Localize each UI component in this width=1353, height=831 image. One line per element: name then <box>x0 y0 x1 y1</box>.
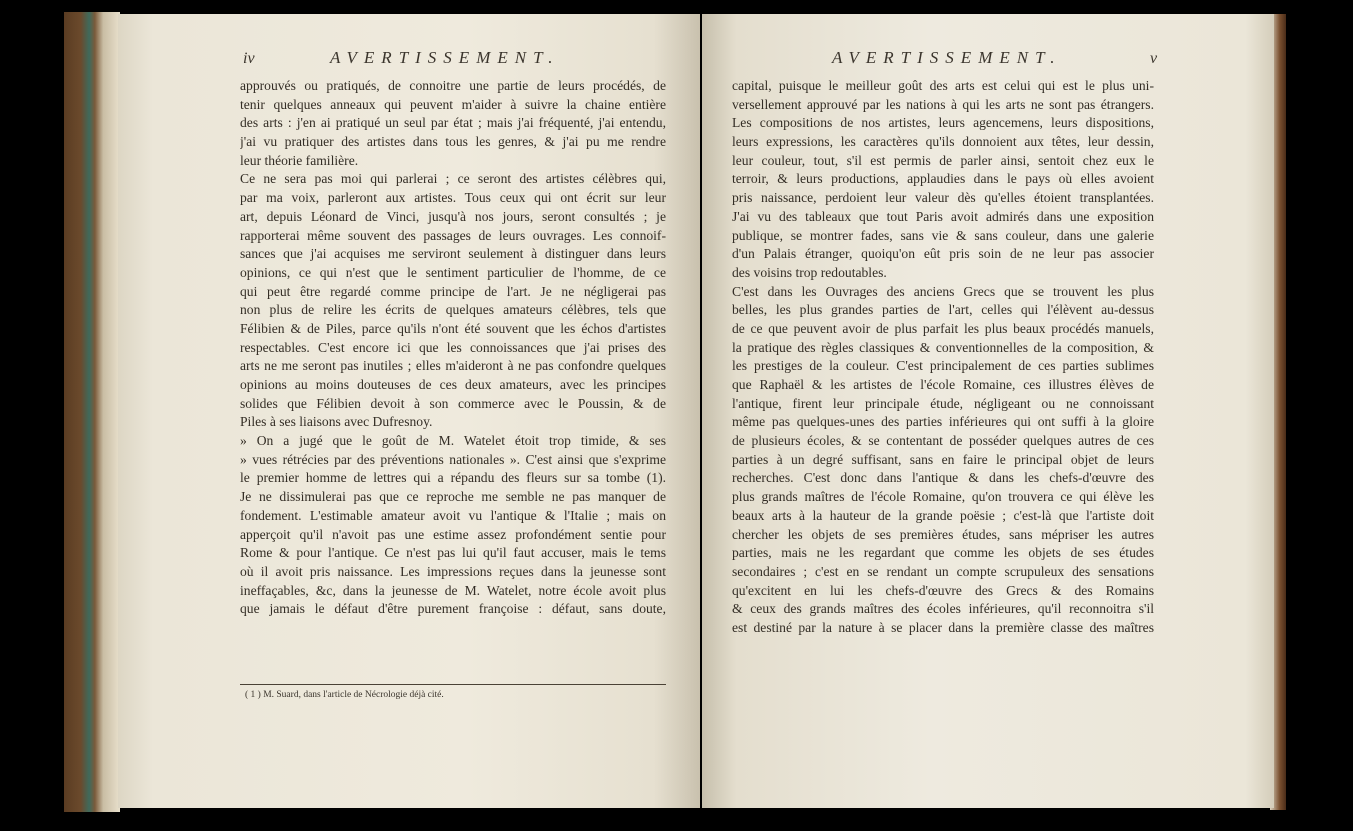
left-page-text <box>240 77 666 619</box>
text-line: terroir, & leurs productions, applaudies dans le pays où elles avoient <box>732 171 1154 187</box>
left-running-head: AVERTISSEMENT. <box>330 48 560 67</box>
text-line: que jamais le défaut d'être purement françoise : défaut, sans doute, <box>240 601 666 617</box>
text-line: pris naissance, perdoient leur valeur dès qu'elles étoient transplantées. <box>732 190 1154 206</box>
text-line: où il avoit pris naissance. Les impressions reçues dans la jeunesse sont <box>240 563 666 579</box>
text-line: arts ne me seront pas inutiles ; elles m'aideront à ne pas confondre quelques <box>240 358 666 374</box>
text-line: de ce que peuvent avoir de plus parfait les plus beaux procédés manuels, <box>732 320 1154 336</box>
text-line: de plusieurs écoles, & se contentant de posséder quelques autres de ces <box>732 433 1154 449</box>
text-line: j'ai vu pratiquer des artistes dans tous les genres, & j'ai pu me rendre <box>240 134 666 150</box>
text-line: leur théorie familière. <box>240 152 359 168</box>
text-line: Rome & pour l'antique. Ce n'est pas lui qu'il faut accuser, mais le tems <box>240 545 666 561</box>
text-line: art, depuis Léonard de Vinci, jusqu'à nos jours, seront consultés ; je <box>240 208 666 224</box>
text-line: les prestiges de la couleur. C'est principalement de ces parties sublimes <box>732 358 1154 374</box>
text-line: est destiné par la nature à se placer dans la première classe des maîtres <box>732 619 1154 635</box>
text-line: Félibien & de Piles, parce qu'ils n'ont été souvent que les échos d'artistes <box>240 320 666 336</box>
text-line: Ce ne sera pas moi qui parlerai ; ce seront des artistes célèbres qui, <box>240 171 666 187</box>
text-line: secondaires ; c'est en se rendant un compte scrupuleux des sensations <box>732 563 1154 579</box>
footnote-rule <box>240 684 666 685</box>
text-line: J'ai vu des tableaux que tout Paris avoit admirés dans une exposition <box>732 208 1154 224</box>
text-line: ineffaçables, &c, dans la jeunesse de M. Watelet, notre école avoit plus <box>240 582 666 598</box>
text-line: Les compositions de nos artistes, leurs agencemens, leurs dispositions, <box>732 115 1154 131</box>
footnote: ( 1 ) M. Suard, dans l'article de Nécrologie déjà cité. <box>245 690 444 700</box>
text-line: & ceux des grands maîtres des écoles inférieures, qu'il reconnoitra s'il <box>732 601 1154 617</box>
text-line: recherches. C'est donc dans l'antique & dans les chefs-d'œuvre des <box>732 470 1154 486</box>
text-line: des voisins trop redoutables. <box>732 264 887 280</box>
text-line: beaux arts à la hauteur de la grande poësie ; c'est-là que l'artiste doit <box>732 507 1154 523</box>
text-line: parties, mais ne les regardant que comme les objets de ses études <box>732 545 1154 561</box>
text-line: C'est dans les Ouvrages des anciens Grecs que se trouvent les plus <box>732 283 1154 299</box>
text-line: sances que j'ai acquises me serviront seulement à distinguer dans leurs <box>240 246 666 262</box>
book-left-edge <box>64 12 120 812</box>
text-line: même pas quelques-unes des parties inférieures qui ont suffi à la gloire <box>732 414 1154 430</box>
text-line: » vues rétrécies par des préventions nationales ». C'est ainsi que s'exprime <box>240 451 666 467</box>
text-line: opinions, ce qui n'est que le sentiment particulier de l'homme, de ce <box>240 264 666 280</box>
text-line: le premier homme de lettres qui a répandu des fleurs sur sa tombe (1). <box>240 470 666 486</box>
text-line: non plus de relire les écrits de quelques amateurs célèbres, tels que <box>240 302 666 318</box>
text-line: Piles à ses liaisons avec Dufresnoy. <box>240 414 433 430</box>
text-line: par ma voix, parleront aux artistes. Tous ceux qui ont écrit sur leur <box>240 190 666 206</box>
text-line: respectables. C'est encore ici que les connoissances que j'ai prises des <box>240 339 666 355</box>
text-line: qui peut être regardé comme principe de l'art. Je ne négligerai pas <box>240 283 666 299</box>
text-line: » On a jugé que le goût de M. Watelet étoit trop timide, & ses <box>240 433 666 449</box>
text-line: chercher les objets de ses premières études, sans mépriser les autres <box>732 526 1154 542</box>
text-line: qu'excitent en lui les chefs-d'œuvre des Grecs & des Romains <box>732 582 1154 598</box>
text-line: belles, les plus grandes parties de l'art, celles qui l'élèvent au-dessus <box>732 302 1154 318</box>
text-line: Je ne dissimulerai pas que ce reproche me semble ne pas manquer de <box>240 489 666 505</box>
text-line: publique, se montrer fades, sans vie & sans couleur, dans une galerie <box>732 227 1154 243</box>
text-line: capital, puisque le meilleur goût des arts est celui qui est le plus uni- <box>732 78 1154 93</box>
text-line: versellement approuvé par les nations à qui les arts ne sont pas étrangers. <box>732 96 1154 112</box>
right-page-text <box>732 77 1154 638</box>
text-line: la pratique des règles classiques & conventionnelles de la composition, & <box>732 339 1154 355</box>
text-line: solides que Félibien devoit à son commerce avec le Poussin, & de <box>240 395 666 411</box>
text-line: plus grands maîtres de l'école Romaine, qu'on trouvera ce qui élève les <box>732 489 1154 505</box>
text-line: l'antique, firent leur principale étude, négligeant ou ne connoissant <box>732 395 1154 411</box>
left-page-number: iv <box>243 50 255 67</box>
text-line: rapporterai même souvent des passages de leurs ouvrages. Les connoif- <box>240 227 666 243</box>
text-line: apperçoit qu'il n'avoit pas une estime assez profondément sentie pour <box>240 526 666 542</box>
text-line: des arts : j'en ai pratiqué un seul par état ; mais j'ai fréquenté, j'ai entendu, <box>240 115 666 131</box>
text-line: leur couleur, tout, s'il est permis de parler ainsi, sentoit chez eux le <box>732 152 1154 168</box>
text-line: parties à un degré suffisant, sans en faire le principal objet de leurs <box>732 451 1154 467</box>
text-line: d'un Palais étranger, quoiqu'on eût pris soin de ne leur pas associer <box>732 246 1154 262</box>
text-line: tenir quelques anneaux qui peuvent m'aider à suivre la chaine entière <box>240 96 666 112</box>
right-page-number: v <box>1150 50 1158 67</box>
text-line: leurs expressions, les caractères qu'ils donnoient aux têtes, leur dessin, <box>732 134 1154 150</box>
text-line: opinions au moins douteuses de ces deux amateurs, avec les principes <box>240 377 666 392</box>
text-line: approuvés ou pratiqués, de connoitre une partie de leurs procédés, de <box>240 78 666 93</box>
right-running-head: AVERTISSEMENT. <box>832 48 1062 67</box>
text-line: fondement. L'estimable amateur avoit vu l'antique & l'Italie ; mais on <box>240 507 666 523</box>
text-line: que Raphaël & les artistes de l'école Romaine, ces illustres élèves de <box>732 377 1154 392</box>
